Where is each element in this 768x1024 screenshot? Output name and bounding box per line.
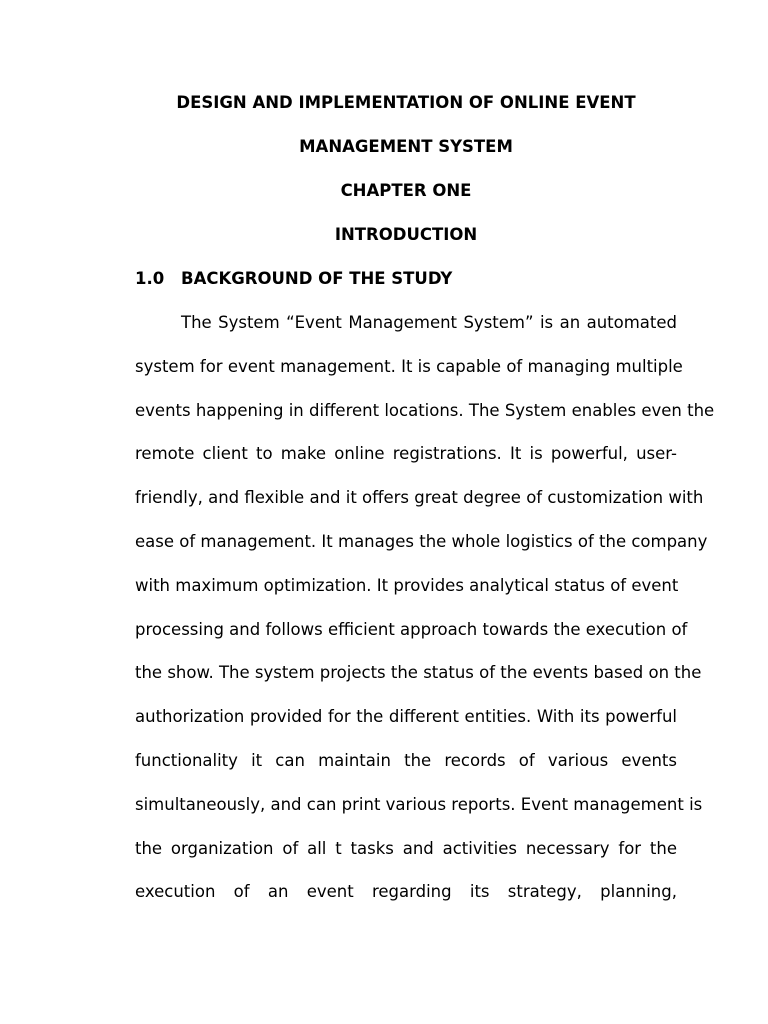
section-title: BACKGROUND OF THE STUDY xyxy=(181,269,453,288)
paragraph-line: simultaneously, and can print various reports. Event management is xyxy=(135,794,703,814)
paragraph-line: events happening in different locations. The System enables even the xyxy=(135,400,715,420)
paragraph-line: system for event management. It is capable of managing multiple xyxy=(135,356,683,376)
paragraph-line: with maximum optimization. It provides analytical status of event xyxy=(135,575,679,595)
body-paragraph xyxy=(135,301,715,914)
paragraph-line: processing and follows efficient approach towards the execution of xyxy=(135,619,688,639)
paragraph-line: execution of an event regarding its strategy, planning, xyxy=(135,882,677,902)
chapter-title: INTRODUCTION xyxy=(334,225,478,244)
chapter-heading: CHAPTER ONE xyxy=(340,181,472,200)
document-title-line-1: DESIGN AND IMPLEMENTATION OF ONLINE EVENT xyxy=(176,93,636,112)
paragraph-line: ease of management. It manages the whole logistics of the company xyxy=(135,531,708,551)
section-heading xyxy=(135,268,452,290)
paragraph-line: the show. The system projects the status of the events based on the xyxy=(135,663,702,683)
paragraph-line: The System “Event Management System” is an automated xyxy=(181,313,677,332)
paragraph-line: authorization provided for the different entities. With its powerful xyxy=(135,707,677,727)
document-title-line-2: MANAGEMENT SYSTEM xyxy=(299,137,513,156)
paragraph-line: the organization of all t tasks and activities necessary for the xyxy=(135,838,677,858)
section-number: 1.0 xyxy=(135,269,165,288)
paragraph-line: remote client to make online registrations. It is powerful, user- xyxy=(135,444,677,464)
paragraph-line: functionality it can maintain the records of various events xyxy=(135,750,677,770)
paragraph-line: friendly, and flexible and it offers great degree of customization with xyxy=(135,488,704,508)
